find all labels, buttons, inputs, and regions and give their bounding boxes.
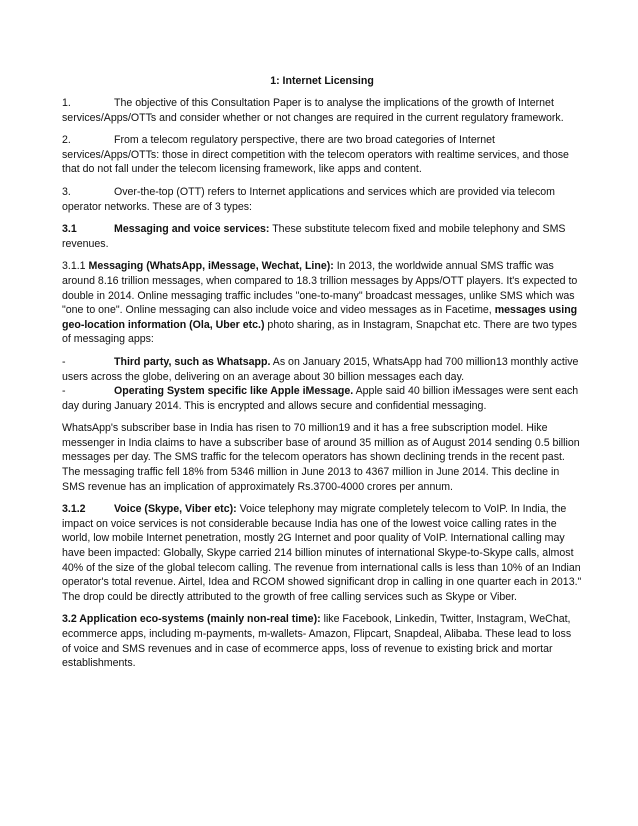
- section-3-1: [62, 222, 582, 251]
- section-heading: 3.2 Application eco-systems (mainly non-real time):: [62, 613, 321, 626]
- paragraph-number: 3.: [62, 185, 71, 198]
- bullet-item-1: [62, 355, 582, 384]
- section-text-cont: photo sharing, as in Instagram, Snapchat etc. There are two types of messaging apps:: [62, 318, 577, 346]
- section-heading: Voice (Skype, Viber etc):: [114, 503, 237, 516]
- paragraph-number: 2.: [62, 134, 71, 147]
- paragraph-text: From a telecom regulatory perspective, there are two broad categories of Internet services/Apps/OTTs: those in direct competition with the telecom operators with realtime services, and those that do not fall under the telecom licensing framework, like apps and content.: [62, 134, 569, 176]
- section-3-2: [62, 612, 582, 670]
- paragraph-whatsapp: WhatsApp's subscriber base in India has risen to 70 million19 and it has a free subscription model. Hike messenger in India claims to have a subscriber base of around 35 million as of August 2014 sending 0.5 billion messages per day. The SMS traffic for the telecom operators has shown declining trends in the recent past. The messaging traffic fell 18% from 5346 million in June 2013 to 4367 million in June 2014. This decline in SMS revenue has an implication of approximately Rs.3700-4000 crores per annum.: [62, 422, 580, 493]
- paragraph-1: [62, 96, 582, 125]
- section-heading: Messaging (WhatsApp, iMessage, Wechat, Line):: [88, 260, 334, 273]
- bullet-item-2: [62, 384, 582, 413]
- section-heading: Messaging and voice services:: [114, 223, 270, 236]
- bullet-dash: -: [62, 355, 66, 368]
- section-text: In 2013, the worldwide annual SMS traffic was around 8.16 trillion messages, when compared to 18.3 trillion messages by Apps/OTT players. It's expected to double in 2014. Online messaging traffic includes "one-to-many" broadcast messages, unlike SMS which was "one to one". Online messaging can also include voice and video messages as in Facetime,: [62, 260, 578, 317]
- bullet-text: As on January 2015, WhatsApp had 700 million13 monthly active users across the globe, delivering on an average about 30 billion messages each day.: [62, 355, 579, 383]
- section-text: These substitute telecom fixed and mobile telephony and SMS revenues.: [62, 223, 566, 250]
- section-number: 3.1.1: [62, 260, 86, 273]
- paragraph-number: 1.: [62, 97, 71, 109]
- paragraph-3: [62, 185, 582, 214]
- section-text: Voice telephony may migrate completely telecom to VoIP. In India, the impact on voice services is not considerable because India has one of the lowest voice calling rates in the world, low mobile Internet penetration, mostly 2G Internet and poor quality of VoIP. International calling may have been impacted: Globally, Skype carried 214 billion minutes of international Skype-to-Skype calls, almost 40% of the size of the global telecom calling. The revenue from international calls is less than 10% of an Indian operator's total revenue. Airtel, Idea and RCOM showed significant drop in calling in one quarter each in 2013." The drop could be directly attributed to the growth of free calling services such as Skype or Viber.: [62, 503, 582, 603]
- section-number: 3.1: [62, 223, 77, 236]
- page-title: 1: Internet Licensing: [270, 75, 374, 87]
- bullet-text: Apple said 40 billion iMessages were sent each day during January 2014. This is encrypted and allows secure and confidential messaging.: [62, 385, 579, 412]
- paragraph-text: Over-the-top (OTT) refers to Internet applications and services which are provided via telecom operator networks. These are of 3 types:: [62, 185, 556, 213]
- section-text: like Facebook, Linkedin, Twitter, Instagram, WeChat, ecommerce apps, including m-payments, m-wallets- Amazon, Flipcart, Snapdeal, Alibaba. These lead to loss of voice and SMS revenues and in case of ecommerce apps, loss of revenue to existing brick and mortar establishments.: [62, 613, 572, 670]
- paragraph-2: [62, 133, 582, 177]
- paragraph-text: The objective of this Consultation Paper is to analyse the implications of the growth of Internet services/Apps/OTTs and consider whether or not changes are required in the current regulatory framework.: [62, 97, 564, 124]
- bold-phrase: messages using geo-location information (Ola, Uber etc.): [62, 304, 578, 331]
- document-page: [62, 74, 582, 679]
- section-3-1-2: [62, 502, 582, 604]
- bullet-heading: Third party, such as Whatsapp.: [114, 355, 271, 368]
- bullet-dash: -: [62, 385, 66, 398]
- section-3-1-1: [62, 259, 582, 347]
- bullet-heading: Operating System specific like Apple iMessage.: [114, 385, 354, 398]
- section-number: 3.1.2: [62, 503, 86, 516]
